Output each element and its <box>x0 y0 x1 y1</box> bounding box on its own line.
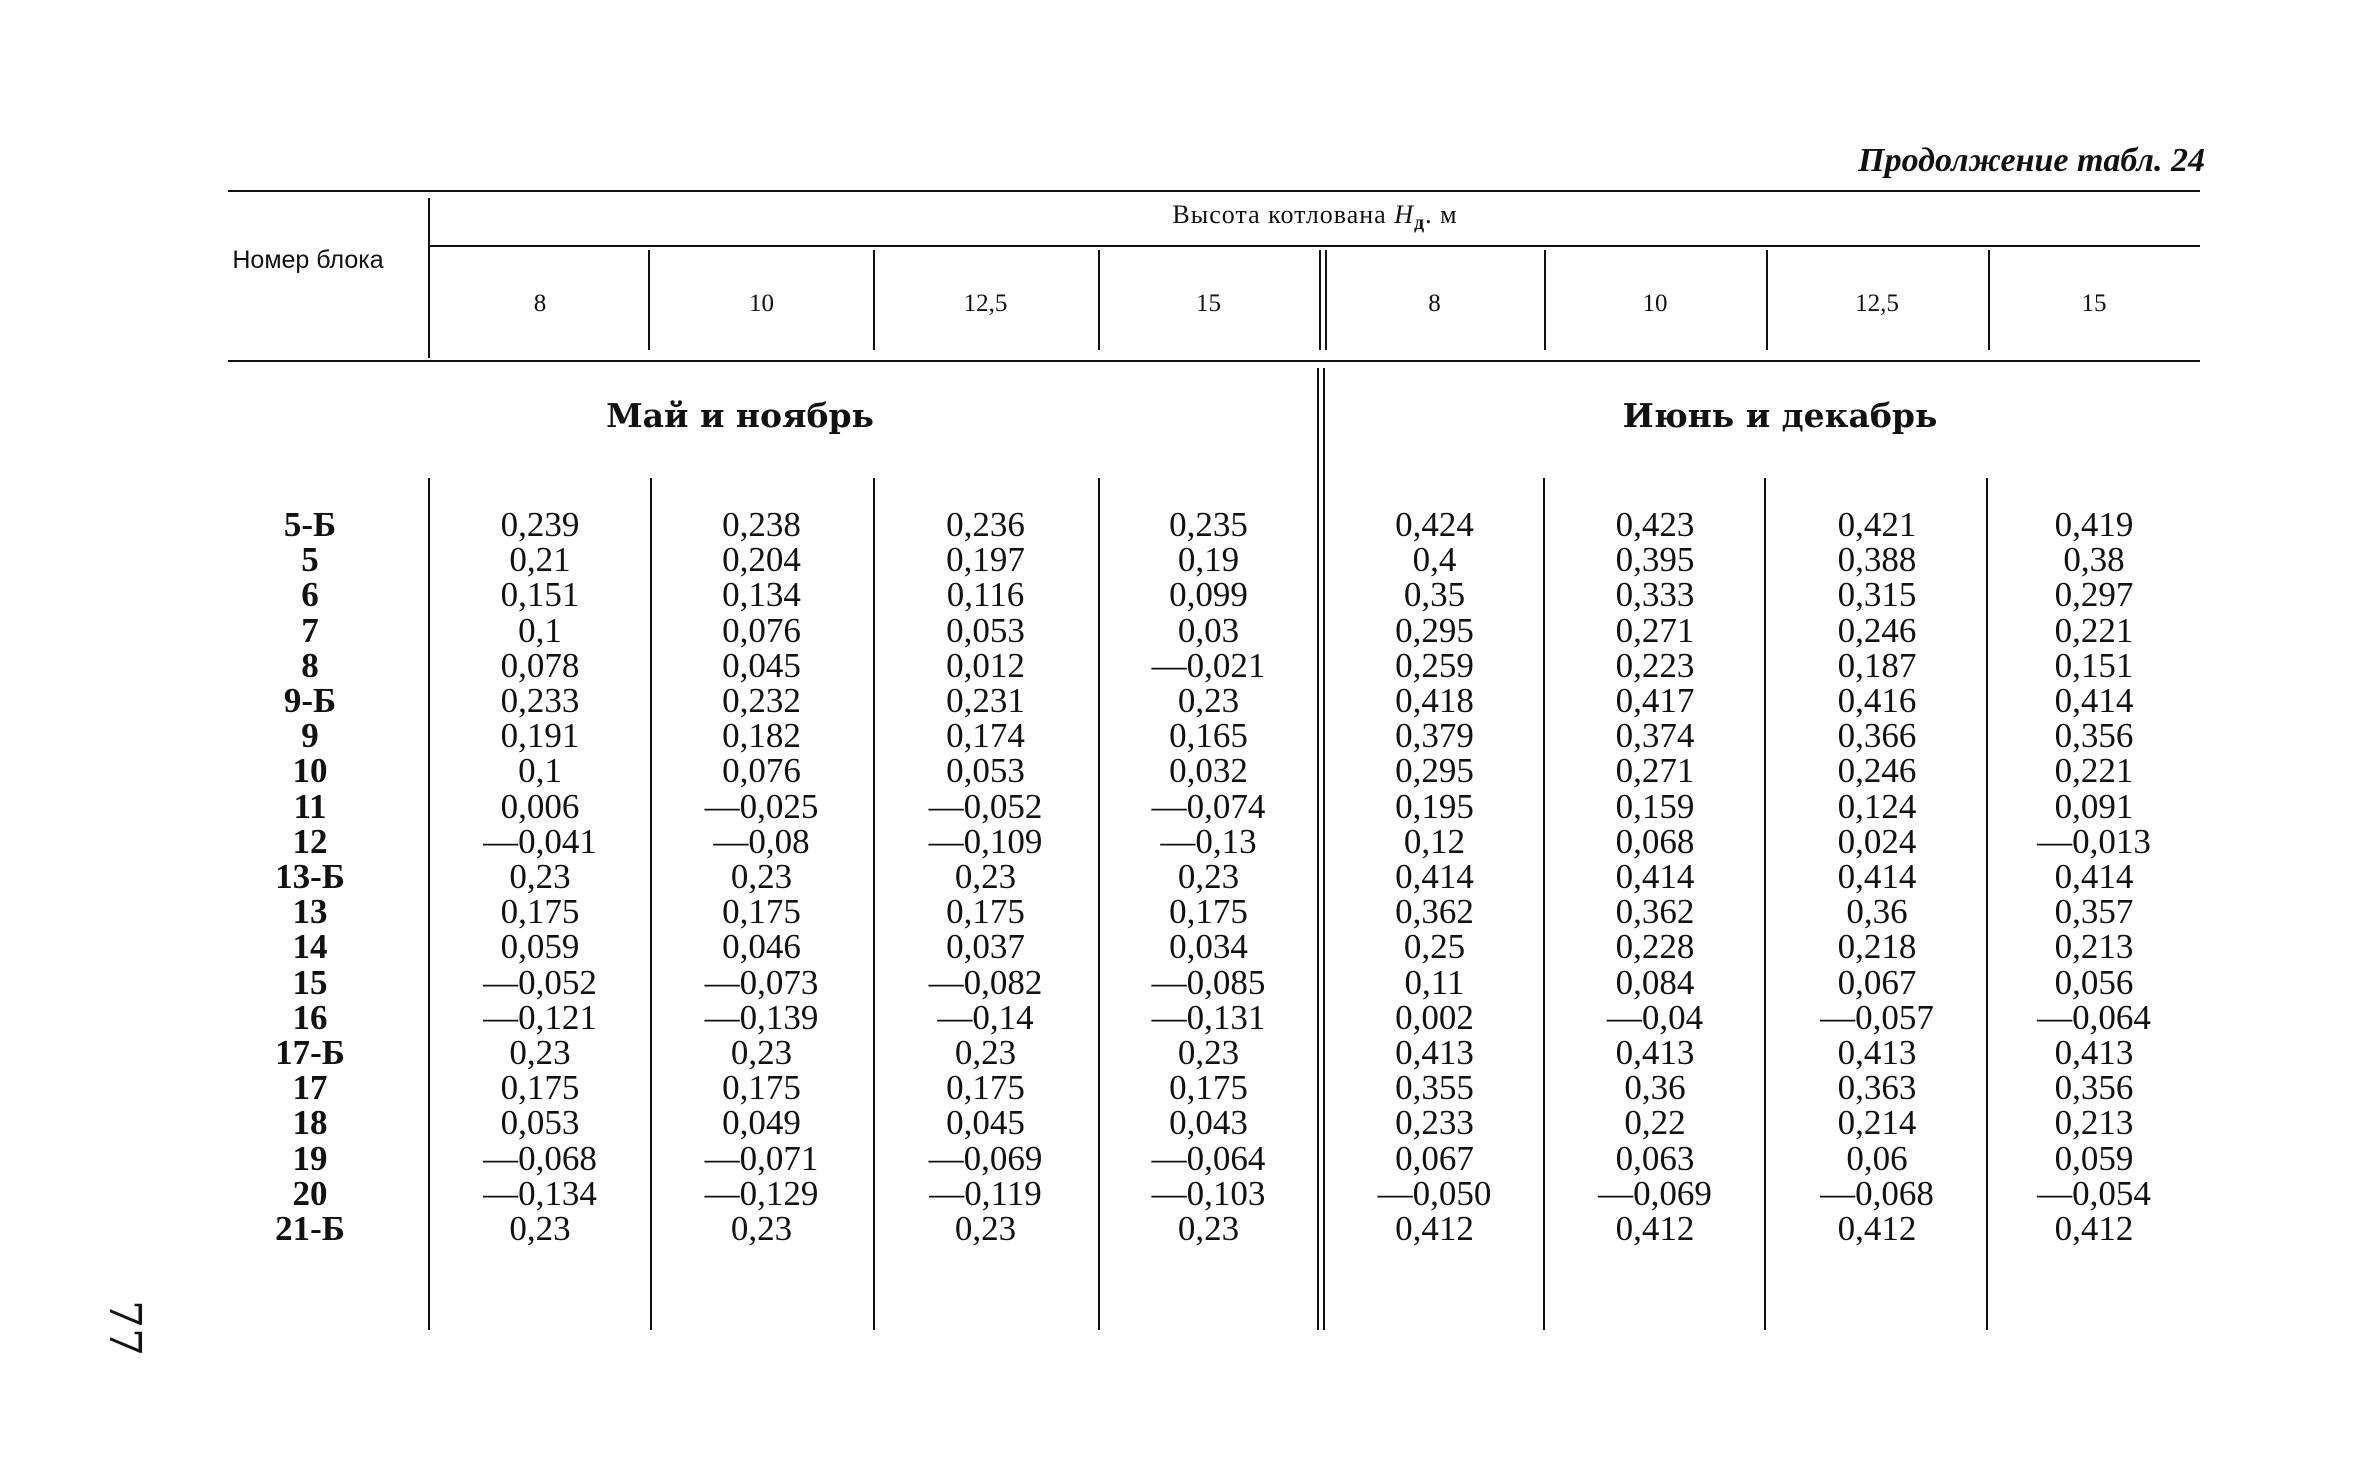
table-cell: 0,175 <box>722 892 801 932</box>
table-cell: 0,423 <box>1615 505 1695 544</box>
row-block-label: 8 <box>301 645 319 685</box>
table-cell: 0,23 <box>1177 857 1240 896</box>
table-cell: 0,333 <box>1615 575 1695 615</box>
table-cell: 0,233 <box>500 681 580 720</box>
table-cell: —0,139 <box>704 997 819 1037</box>
excavation-height-header <box>430 200 2200 235</box>
table-cell: 0,412 <box>2054 1209 2134 1248</box>
table-cell: 0,1 <box>518 751 562 791</box>
page-number: 77 <box>99 1300 150 1356</box>
table-cell: —0,050 <box>1377 1173 1492 1213</box>
table-cell: 0,246 <box>1837 610 1917 650</box>
table-cell: 0,232 <box>722 681 801 720</box>
table-cell: 0,067 <box>1837 962 1917 1002</box>
table-cell: 0,355 <box>1395 1068 1474 1108</box>
table-cell: 0,421 <box>1837 505 1917 544</box>
table-cell: 0,056 <box>2054 962 2134 1002</box>
row-block-label: 10 <box>292 751 328 791</box>
table-cell: 0,23 <box>954 857 1017 896</box>
table-cell: —0,13 <box>1160 821 1257 861</box>
table-cell: 0,362 <box>1615 892 1695 932</box>
table-cell: 0,063 <box>1615 1138 1695 1178</box>
table-cell: 0,175 <box>722 1068 801 1108</box>
table-cell: —0,074 <box>1151 786 1266 826</box>
table-cell: 0,045 <box>946 1103 1025 1143</box>
table-cell: 0,424 <box>1395 505 1474 544</box>
table-cell: 0,414 <box>2054 857 2134 896</box>
table-cell: 0,36 <box>1846 892 1908 932</box>
row-block-label: 7 <box>301 610 319 650</box>
table-cell: 0,357 <box>2054 892 2134 932</box>
table-cell: 0,414 <box>1395 857 1474 896</box>
table-cell: 0,379 <box>1395 716 1474 756</box>
table-cell: 0,295 <box>1395 751 1474 791</box>
table-cell: 0,175 <box>1169 892 1248 932</box>
row-block-label: 17 <box>292 1068 328 1108</box>
table-cell: 0,23 <box>509 857 571 896</box>
table-cell: 0,23 <box>1177 1033 1240 1072</box>
table-cell: —0,068 <box>1820 1173 1934 1213</box>
table-cell: 0,099 <box>1169 575 1248 615</box>
row-block-label: 14 <box>292 927 328 967</box>
table-cell: 0,356 <box>2054 1068 2134 1108</box>
table-cell: 0,049 <box>722 1103 801 1143</box>
table-cell: 0,246 <box>1837 751 1917 791</box>
table-cell: 0,175 <box>946 892 1025 932</box>
row-block-label: 5-Б <box>283 505 337 544</box>
row-block-label: 12 <box>292 821 328 861</box>
table-cell: 0,076 <box>722 751 801 791</box>
table-cell: 0,356 <box>2054 716 2134 756</box>
table-cell: 0,053 <box>500 1103 580 1143</box>
table-cell: 0,175 <box>1169 1068 1248 1108</box>
table-cell: 0,388 <box>1837 540 1917 580</box>
table-cell: 0,259 <box>1395 645 1474 685</box>
table-cell: 0,053 <box>946 751 1025 791</box>
table-cell: —0,068 <box>483 1138 597 1178</box>
row-block-label: 9-Б <box>283 681 337 720</box>
row-block-label: 17-Б <box>275 1033 345 1072</box>
table-cell: 0,366 <box>1837 716 1917 756</box>
table-cell: 0,159 <box>1615 786 1695 826</box>
table-cell: 0,417 <box>1615 681 1695 720</box>
table-cell: 0,416 <box>1837 681 1917 720</box>
table-cell: 0,03 <box>1177 610 1240 650</box>
table-cell: 0,315 <box>1837 575 1917 615</box>
table-cell: —0,04 <box>1606 997 1704 1037</box>
row-block-label: 5 <box>301 540 319 580</box>
table-cell: —0,109 <box>928 821 1043 861</box>
table-cell: —0,071 <box>704 1138 819 1178</box>
table-cell: —0,103 <box>1151 1173 1266 1213</box>
table-cell: 0,35 <box>1403 575 1466 615</box>
table-cell: 0,414 <box>1615 857 1695 896</box>
table-cell: 0,239 <box>500 505 580 544</box>
table-cell: 0,36 <box>1624 1068 1686 1108</box>
table-cell: 0,032 <box>1169 751 1248 791</box>
column-header-june-8: 8 <box>1428 290 1441 317</box>
height-subscript: д <box>1414 212 1426 235</box>
table-cell: —0,069 <box>1598 1173 1712 1213</box>
row-block-label: 16 <box>292 997 328 1037</box>
table-cell: —0,064 <box>2037 997 2151 1037</box>
row-block-label: 13-Б <box>275 857 345 896</box>
table-cell: 0,23 <box>1177 1209 1240 1248</box>
table-cell: 0,174 <box>946 716 1025 756</box>
table-cell: —0,119 <box>929 1173 1042 1213</box>
row-block-label: 20 <box>292 1173 328 1213</box>
table-cell: 0,045 <box>722 645 801 685</box>
table-cell: —0,08 <box>713 821 810 861</box>
table-cell: —0,021 <box>1151 645 1266 685</box>
section-title-june-december: Июнь и декабрь <box>1622 396 1938 435</box>
table-cell: 0,046 <box>722 927 801 967</box>
table-cell: —0,041 <box>483 821 597 861</box>
table-cell: 0,165 <box>1169 716 1248 756</box>
header-section-divider <box>1319 250 1321 350</box>
table-cell: 0,204 <box>722 540 801 580</box>
table-caption: Продолжение табл. 24 <box>1858 142 2205 179</box>
row-block-label: 13 <box>292 892 328 932</box>
table-cell: —0,013 <box>2037 821 2151 861</box>
table-cell: 0,213 <box>2054 1103 2134 1143</box>
table-top-rule <box>228 190 2200 192</box>
table-cell: —0,025 <box>704 786 819 826</box>
table-cell: 0,067 <box>1395 1138 1474 1178</box>
table-cell: 0,413 <box>2054 1033 2134 1072</box>
header-bottom-rule <box>228 360 2200 362</box>
height-label: Высота котлована <box>1172 200 1387 229</box>
row-block-label: 9 <box>301 716 319 756</box>
column-header-june-10: 10 <box>1642 290 1668 317</box>
table-cell: 0,182 <box>722 716 801 756</box>
table-cell: 0,006 <box>500 786 580 826</box>
table-cell: —0,134 <box>483 1173 597 1213</box>
table-cell: 0,084 <box>1615 962 1695 1002</box>
row-block-label: 15 <box>292 962 328 1002</box>
section-title-may-november: Май и ноябрь <box>606 396 874 435</box>
table-cell: 0,238 <box>722 505 801 544</box>
row-block-label: 11 <box>293 786 327 826</box>
row-block-label: 21-Б <box>275 1209 345 1248</box>
table-cell: 0,23 <box>509 1209 571 1248</box>
table-cell: 0,213 <box>2054 927 2134 967</box>
table-cell: 0,091 <box>2054 786 2134 826</box>
table-cell: 0,22 <box>1624 1103 1686 1143</box>
column-header-may-10: 10 <box>749 290 774 317</box>
table-cell: 0,191 <box>500 716 580 756</box>
table-cell: 0,197 <box>946 540 1025 580</box>
table-cell: —0,064 <box>1151 1138 1266 1178</box>
table-cell: —0,082 <box>928 962 1043 1002</box>
table-cell: 0,271 <box>1615 751 1695 791</box>
table-cell: —0,14 <box>937 997 1034 1037</box>
table-cell: 0,228 <box>1615 927 1695 967</box>
row-block-label: 18 <box>292 1103 328 1143</box>
column-header-may-15: 15 <box>1196 290 1221 317</box>
table-cell: 0,024 <box>1837 821 1917 861</box>
height-unit: . м <box>1425 200 1458 229</box>
table-cell: 0,134 <box>722 575 801 615</box>
table-cell: 0,363 <box>1837 1068 1917 1108</box>
table-cell: 0,116 <box>946 575 1025 615</box>
table-cell: 0,11 <box>1404 962 1465 1002</box>
column-header-june-12-5: 12,5 <box>1855 290 1899 317</box>
table-cell: 0,412 <box>1395 1209 1474 1248</box>
table-cell: 0,1 <box>518 610 562 650</box>
table-cell: 0,233 <box>1395 1103 1474 1143</box>
table-cell: 0,412 <box>1837 1209 1917 1248</box>
row-block-label: 6 <box>301 575 319 615</box>
table-cell: 0,235 <box>1169 505 1248 544</box>
table-cell: 0,06 <box>1846 1138 1908 1178</box>
column-header-may-12-5: 12,5 <box>963 290 1008 317</box>
table-cell: 0,034 <box>1169 927 1248 967</box>
table-cell: 0,23 <box>730 1209 793 1248</box>
table-cell: 0,043 <box>1169 1103 1248 1143</box>
table-cell: 0,175 <box>946 1068 1025 1108</box>
table-cell: —0,131 <box>1151 997 1266 1037</box>
table-cell: 0,23 <box>730 1033 793 1072</box>
table-cell: 0,418 <box>1395 681 1474 720</box>
table-cell: 0,23 <box>954 1033 1017 1072</box>
table-cell: 0,214 <box>1837 1103 1917 1143</box>
table-cell: 0,059 <box>500 927 580 967</box>
column-header-may-8: 8 <box>533 290 547 317</box>
table-cell: 0,362 <box>1395 892 1474 932</box>
table-cell: 0,374 <box>1615 716 1695 756</box>
table-cell: 0,053 <box>946 610 1025 650</box>
table-cell: 0,413 <box>1615 1033 1695 1072</box>
table-cell: —0,052 <box>928 786 1043 826</box>
table-cell: 0,223 <box>1615 645 1695 685</box>
table-cell: 0,236 <box>946 505 1025 544</box>
table-cell: 0,23 <box>954 1209 1017 1248</box>
table-cell: 0,195 <box>1395 786 1474 826</box>
table-cell: 0,175 <box>500 892 580 932</box>
table-cell: 0,231 <box>946 681 1025 720</box>
height-header-rule <box>430 245 2200 247</box>
row-block-label: 19 <box>292 1138 328 1178</box>
table-cell: 0,124 <box>1837 786 1917 826</box>
table-cell: 0,059 <box>2054 1138 2134 1178</box>
height-symbol: H <box>1394 200 1415 229</box>
table-cell: —0,069 <box>928 1138 1043 1178</box>
table-cell: 0,12 <box>1403 821 1466 861</box>
table-cell: —0,085 <box>1151 962 1266 1002</box>
table-cell: 0,21 <box>509 540 571 580</box>
table-cell: 0,4 <box>1412 540 1457 580</box>
table-cell: 0,218 <box>1837 927 1917 967</box>
table-cell: 0,078 <box>500 645 580 685</box>
table-cell: 0,23 <box>730 857 793 896</box>
table-cell: 0,076 <box>722 610 801 650</box>
table-cell: 0,413 <box>1395 1033 1474 1072</box>
table-cell: —0,121 <box>483 997 597 1037</box>
table-cell: 0,23 <box>509 1033 571 1072</box>
table-cell: 0,38 <box>2063 540 2125 580</box>
table-cell: 0,25 <box>1403 927 1466 967</box>
table-cell: 0,151 <box>500 575 580 615</box>
table-cell: —0,073 <box>704 962 819 1002</box>
table-cell: 0,297 <box>2054 575 2134 615</box>
table-cell: —0,054 <box>2037 1173 2151 1213</box>
column-header-june-15: 15 <box>2081 290 2107 317</box>
table-cell: 0,412 <box>1615 1209 1695 1248</box>
table-cell: 0,19 <box>1177 540 1240 580</box>
table-cell: 0,002 <box>1395 997 1474 1037</box>
table-cell: 0,187 <box>1837 645 1917 685</box>
table-cell: —0,052 <box>483 962 597 1002</box>
table-cell: 0,068 <box>1615 821 1695 861</box>
table-cell: 0,414 <box>1837 857 1917 896</box>
table-cell: 0,414 <box>2054 681 2134 720</box>
table-cell: 0,413 <box>1837 1033 1917 1072</box>
table-cell: 0,419 <box>2054 505 2134 544</box>
table-cell: 0,175 <box>500 1068 580 1108</box>
table-cell: 0,221 <box>2054 751 2134 791</box>
table-cell: 0,037 <box>946 927 1025 967</box>
table-cell: 0,271 <box>1615 610 1695 650</box>
table-cell: —0,057 <box>1820 997 1934 1037</box>
table-cell: 0,23 <box>1177 681 1240 720</box>
block-number-header: Номер блока <box>232 246 384 274</box>
table-cell: 0,012 <box>946 645 1025 685</box>
table-cell: 0,221 <box>2054 610 2134 650</box>
table-cell: 0,295 <box>1395 610 1474 650</box>
table-cell: —0,129 <box>704 1173 819 1213</box>
table-cell: 0,395 <box>1615 540 1695 580</box>
table-cell: 0,151 <box>2054 645 2134 685</box>
